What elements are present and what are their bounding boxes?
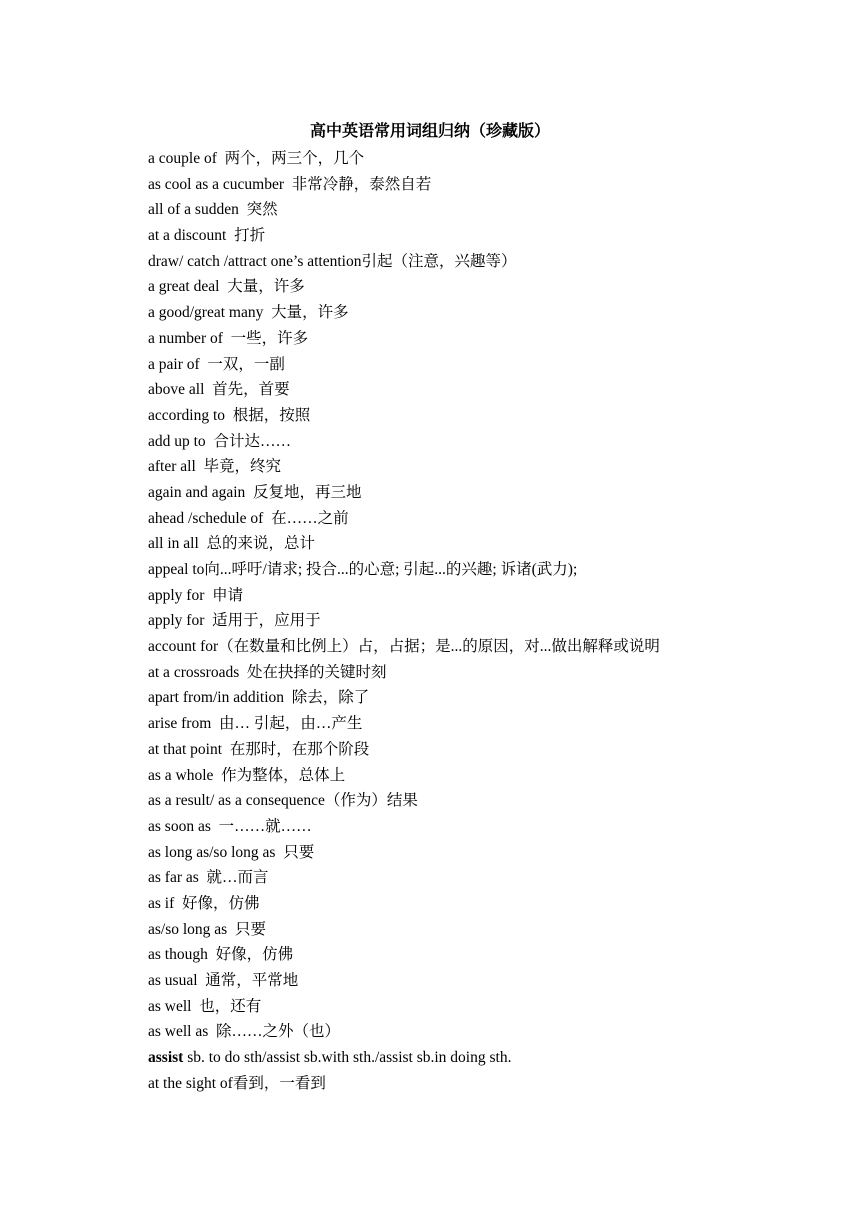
phrase-entry xyxy=(148,737,828,763)
phrase-meaning: 在……之前 xyxy=(271,509,349,527)
phrase-meaning: 反复地，再三地 xyxy=(253,483,362,501)
phrase-text: again and again xyxy=(148,483,254,501)
phrase-text: at the sight of xyxy=(148,1074,233,1092)
phrase-meaning: 就…而言 xyxy=(206,869,269,887)
phrase-meaning: 合计达…… xyxy=(213,432,291,450)
phrase-text: as/so long as xyxy=(148,920,235,938)
phrase-entry xyxy=(148,377,828,403)
phrase-text: as if xyxy=(148,894,183,912)
phrase-entry xyxy=(148,249,828,275)
phrase-meaning: 一……就…… xyxy=(218,817,312,835)
phrase-text: apply for xyxy=(148,612,213,630)
phrase-entry xyxy=(148,223,828,249)
phrase-text: a good/great many xyxy=(148,304,272,322)
phrase-text: according to xyxy=(148,406,233,424)
phrase-meaning: 大量，许多 xyxy=(227,278,305,296)
phrase-meaning: 适用于，应用于 xyxy=(212,612,321,630)
phrase-entry xyxy=(148,146,828,172)
phrase-list xyxy=(148,146,828,1096)
phrase-entry xyxy=(148,403,828,429)
phrase-meaning: 在那时，在那个阶段 xyxy=(229,740,370,758)
phrase-entry xyxy=(148,634,828,660)
phrase-text: all in all xyxy=(148,535,207,553)
phrase-meaning: 作为整体，总体上 xyxy=(221,766,346,784)
phrase-entry xyxy=(148,608,828,634)
phrase-entry xyxy=(148,326,828,352)
phrase-meaning: 只要 xyxy=(283,843,315,861)
phrase-entry xyxy=(148,994,828,1020)
phrase-meaning: 两个，两三个，几个 xyxy=(224,150,365,167)
phrase-entry xyxy=(148,172,828,198)
phrase-text: as a whole xyxy=(148,766,222,784)
phrase-entry xyxy=(148,763,828,789)
phrase-entry xyxy=(148,531,828,557)
phrase-entry xyxy=(148,480,828,506)
phrase-entry xyxy=(148,814,828,840)
phrase-meaning: 总的来说，总计 xyxy=(206,535,316,553)
phrase-text: at a discount xyxy=(148,227,235,245)
phrase-meaning: 好像，仿佛 xyxy=(182,894,260,912)
phrase-entry xyxy=(148,942,828,968)
phrase-entry xyxy=(148,300,828,326)
phrase-text: above all xyxy=(148,381,213,399)
phrase-meaning: 引起（注意，兴趣等） xyxy=(361,252,517,270)
phrase-entry xyxy=(148,429,828,455)
phrase-entry xyxy=(148,352,828,378)
phrase-meaning: 由… 引起，由…产生 xyxy=(219,715,363,733)
phrase-meaning: 突然 xyxy=(246,201,278,219)
phrase-text: as cool as a cucumber xyxy=(148,175,292,193)
phrase-text: apply for xyxy=(148,586,213,604)
phrase-entry xyxy=(148,788,828,814)
phrase-text: all of a sudden xyxy=(148,201,247,219)
phrase-meaning: 根据，按照 xyxy=(232,406,311,424)
phrase-text: sb. to do sth/assist sb.with sth./assist sb.in doing sth. xyxy=(183,1049,512,1067)
phrase-text: apart from/in addition xyxy=(148,689,292,707)
phrase-text: as though xyxy=(148,946,216,964)
phrase-entry xyxy=(148,454,828,480)
phrase-entry xyxy=(148,1071,828,1097)
phrase-text: as a result/ as a consequence xyxy=(148,792,325,810)
phrase-text: as well xyxy=(148,997,200,1015)
phrase-text: a pair of xyxy=(148,355,208,373)
phrase-text: add up to xyxy=(148,432,214,450)
phrase-text: arise from xyxy=(148,715,220,733)
phrase-meaning: 处在抉择的关键时刻 xyxy=(247,663,387,681)
phrase-meaning: 申请 xyxy=(212,586,244,604)
phrase-meaning: 大量，许多 xyxy=(271,304,349,322)
phrase-entry xyxy=(148,583,828,609)
phrase-entry xyxy=(148,711,828,737)
phrase-text: appeal to xyxy=(148,561,205,578)
phrase-text: at a crossroads xyxy=(148,663,247,681)
phrase-text: as soon as xyxy=(148,817,219,835)
document-title: 高中英语常用词组归纳（珍藏版） xyxy=(309,123,550,140)
phrase-meaning: （在数量和比例上）占，占据；是...的原因，对...做出解释或说明 xyxy=(218,638,660,656)
phrase-meaning: 毕竟，终究 xyxy=(203,458,282,476)
phrase-entry xyxy=(148,197,828,223)
phrase-text: as long as/so long as xyxy=(148,843,284,861)
phrase-text: as well as xyxy=(148,1023,217,1041)
phrase-meaning: （作为）结果 xyxy=(324,792,418,810)
phrase-text: after all xyxy=(148,458,204,476)
phrase-meaning: 非常冷静，泰然自若 xyxy=(291,175,432,193)
phrase-meaning: 好像，仿佛 xyxy=(215,946,294,964)
phrase-text: as far as xyxy=(148,869,207,887)
phrase-entry xyxy=(148,917,828,943)
phrase-entry xyxy=(148,1045,828,1071)
phrase-meaning: 除去，除了 xyxy=(291,689,370,707)
phrase-entry xyxy=(148,660,828,686)
phrase-text: ahead /schedule of xyxy=(148,509,272,527)
phrase-text: a couple of xyxy=(148,150,225,167)
phrase-text: account for xyxy=(148,638,219,656)
phrase-text: draw/ catch /attract one’s attention xyxy=(148,252,362,270)
phrase-entry xyxy=(148,274,828,300)
phrase-meaning: 首先，首要 xyxy=(212,381,290,399)
phrase-text: as usual xyxy=(148,972,206,989)
phrase-meaning: 通常，平常地 xyxy=(205,972,299,989)
phrase-meaning: 向...呼吁/请求; 投合...的心意; 引起...的兴趣; 诉诸(武力); xyxy=(204,561,578,578)
phrase-entry xyxy=(148,840,828,866)
phrase-entry xyxy=(148,968,828,994)
phrase-text: a great deal xyxy=(148,278,228,296)
phrase-entry xyxy=(148,891,828,917)
phrase-meaning: 看到，一看到 xyxy=(232,1074,326,1092)
phrase-meaning: 除……之外（也） xyxy=(216,1023,341,1041)
phrase-meaning: 只要 xyxy=(234,920,266,938)
phrase-meaning: 一些，许多 xyxy=(230,329,309,347)
phrase-meaning: 也，还有 xyxy=(199,997,262,1015)
phrase-meaning: 一双，一副 xyxy=(207,355,285,373)
phrase-entry xyxy=(148,865,828,891)
phrase-entry xyxy=(148,685,828,711)
phrase-text: at that point xyxy=(148,740,230,758)
phrase-entry xyxy=(148,1019,828,1045)
phrase-entry xyxy=(148,506,828,532)
phrase-text: a number of xyxy=(148,329,231,347)
phrase-meaning: 打折 xyxy=(234,227,266,245)
phrase-entry xyxy=(148,557,828,583)
phrase-bold-word: assist xyxy=(148,1049,184,1067)
